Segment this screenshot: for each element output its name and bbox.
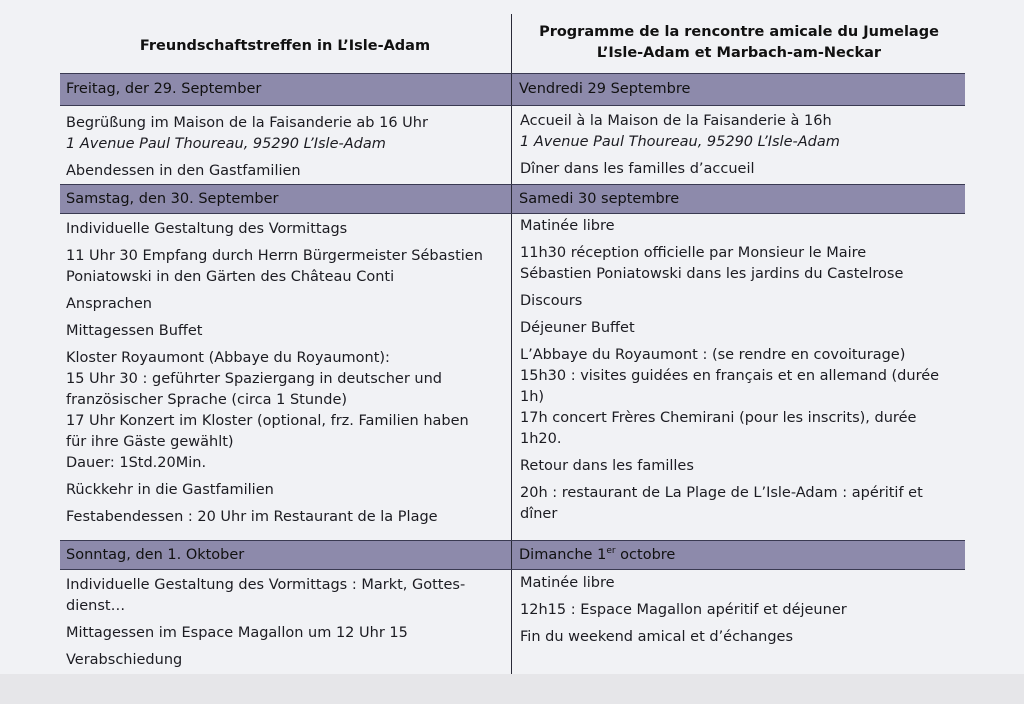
- day2-fr-line-2: 11h30 réception officielle par Monsieur le Maire: [520, 245, 867, 261]
- day2-de-line-1: Individuelle Gestaltung des Vormittags: [66, 221, 348, 237]
- day3-de-line-4: Verabschiedung: [66, 652, 183, 668]
- day3-fr-line-1: Matinée libre: [520, 575, 615, 591]
- german-title: Freundschaftstreffen in L’Isle-Adam: [139, 38, 431, 54]
- day3-de-line-3: Mittagessen im Espace Magallon um 12 Uhr 15: [66, 625, 408, 641]
- day1-german-header: Freitag, der 29. September: [66, 81, 262, 97]
- day2-german-column: [66, 219, 504, 528]
- day3-french-header-month: octobre: [615, 547, 676, 563]
- day2-fr-line-12: dîner: [520, 506, 558, 522]
- day1-de-address: 1 Avenue Paul Thoureau, 95290 L’Isle-Adam: [66, 136, 386, 152]
- day3-french-column: [520, 573, 960, 648]
- day2-de-line-2: 11 Uhr 30 Empfang durch Herrn Bürgermeister Sébastien: [66, 248, 483, 264]
- day1-de-line-3: Abendessen in den Gastfamilien: [66, 163, 301, 179]
- day2-de-line-13: Festabendessen : 20 Uhr im Restaurant de la Plage: [66, 509, 438, 525]
- day2-de-line-11: Dauer: 1Std.20Min.: [66, 455, 207, 471]
- day3-german-column: [66, 575, 504, 671]
- day3-header-band: [60, 540, 965, 570]
- day2-fr-line-8: 17h concert Frères Chemirani (pour les inscrits), durée: [520, 410, 917, 426]
- french-title-line-1: Programme de la rencontre amicale du Jumelage: [539, 24, 939, 40]
- day2-de-line-5: Mittagessen Buffet: [66, 323, 203, 339]
- day2-de-line-10: für ihre Gäste gewählt): [66, 434, 234, 450]
- day2-fr-line-4: Discours: [520, 293, 583, 309]
- day2-fr-line-3: Sébastien Poniatowski dans les jardins du Castelrose: [520, 266, 904, 282]
- day2-de-line-9: 17 Uhr Konzert im Kloster (optional, frz. Familien haben: [66, 413, 469, 429]
- day2-header-band: [60, 184, 965, 214]
- day3-fr-line-2: 12h15 : Espace Magallon apéritif et déjeuner: [520, 602, 847, 618]
- band-divider: [511, 185, 512, 213]
- day1-german-column: [66, 113, 504, 182]
- band-divider: [511, 541, 512, 569]
- day1-french-header: Vendredi 29 Septembre: [519, 81, 691, 97]
- day2-de-line-12: Rückkehr in die Gastfamilien: [66, 482, 274, 498]
- day2-fr-line-1: Matinée libre: [520, 218, 615, 234]
- day3-de-line-2: dienst…: [66, 598, 126, 614]
- day3-fr-line-3: Fin du weekend amical et d’échanges: [520, 629, 794, 645]
- day2-fr-line-9: 1h20.: [520, 431, 562, 447]
- day2-de-line-8: französischer Sprache (circa 1 Stunde): [66, 392, 348, 408]
- column-divider: [511, 14, 512, 674]
- day1-header-band: [60, 73, 965, 106]
- day2-french-header: Samedi 30 septembre: [519, 191, 680, 207]
- french-title-line-2: L’Isle-Adam et Marbach-am-Neckar: [596, 45, 882, 61]
- day2-fr-line-7: 15h30 : visites guidées en français et en allemand (durée 1h): [520, 368, 940, 405]
- day2-fr-line-5: Déjeuner Buffet: [520, 320, 635, 336]
- day1-french-column: [520, 111, 960, 180]
- day2-de-line-3: Poniatowski in den Gärten des Château Conti: [66, 269, 395, 285]
- day2-fr-line-10: Retour dans les familles: [520, 458, 694, 474]
- band-divider: [511, 74, 512, 105]
- french-title: [514, 22, 964, 64]
- day2-german-header: Samstag, den 30. September: [66, 191, 279, 207]
- day3-french-header-text: Dimanche 1: [519, 547, 607, 563]
- day2-de-line-4: Ansprachen: [66, 296, 152, 312]
- torn-paper-edge: [0, 674, 1024, 704]
- day2-de-line-7: 15 Uhr 30 : geführter Spaziergang in deutscher und: [66, 371, 443, 387]
- day3-french-header: [519, 541, 675, 569]
- day3-german-header: Sonntag, den 1. Oktober: [66, 547, 245, 563]
- day2-fr-line-11: 20h : restaurant de La Plage de L’Isle-Adam : apéritif et: [520, 485, 923, 501]
- day2-de-line-6: Kloster Royaumont (Abbaye du Royaumont):: [66, 350, 390, 366]
- day1-fr-line-3: Dîner dans les familles d’accueil: [520, 161, 755, 177]
- day3-french-header-ordinal: er: [606, 546, 616, 557]
- day1-de-line-1: Begrüßung im Maison de la Faisanderie ab 16 Uhr: [66, 115, 428, 131]
- day2-french-column: [520, 216, 960, 525]
- day3-de-line-1: Individuelle Gestaltung des Vormittags : Markt, Gottes-: [66, 577, 466, 593]
- day1-fr-line-1: Accueil à la Maison de la Faisanderie à 16h: [520, 113, 832, 129]
- day1-fr-address: 1 Avenue Paul Thoureau, 95290 L’Isle-Adam: [520, 134, 840, 150]
- day2-fr-line-6: L’Abbaye du Royaumont : (se rendre en covoiturage): [520, 347, 906, 363]
